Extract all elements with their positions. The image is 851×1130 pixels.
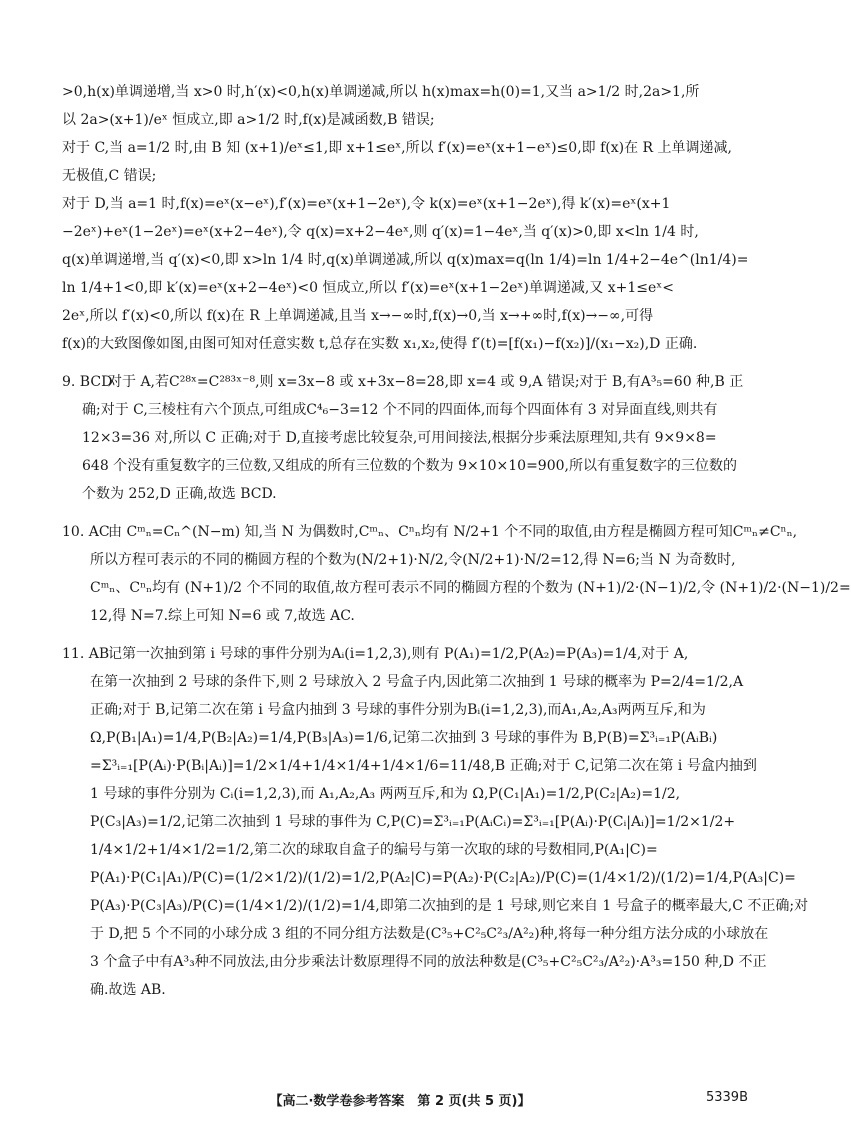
- text-line: 1 号球的事件分别为 Cᵢ(i=1,2,3),而 A₁,A₂,A₃ 两两互斥,和为 Ω,P(C₁|A₁)=1/2,P(C₂|A₂)=1/2,: [90, 786, 681, 802]
- text-line: >0,h(x)单调递增,当 x>0 时,h′(x)<0,h(x)单调递减,所以 h(x)max=h(0)=1,又当 a>1/2 时,2a>1,所: [62, 84, 700, 100]
- text-line: 无极值,C 错误;: [62, 168, 157, 184]
- text-line: ln 1/4+1<0,即 k′(x)=eˣ(x+2−4eˣ)<0 恒成立,所以 f′(x)=eˣ(x+1−2eˣ)单调递减,又 x+1≤eˣ<: [62, 280, 674, 296]
- question-10: [62, 518, 851, 630]
- text-line: 在第一次抽到 2 号球的条件下,则 2 号球放入 2 号盒子内,因此第二次抽到 1 号球的概率为 P=2/4=1/2,A: [90, 674, 744, 690]
- text-line: 12×3=36 对,所以 C 正确;对于 D,直接考虑比较复杂,可用间接法,根据分步乘法原理知,共有 9×9×8=: [82, 430, 717, 446]
- text-line: q(x)单调递增,当 q′(x)<0,即 x>ln 1/4 时,q(x)单调递减,所以 q(x)max=q(ln 1/4)=ln 1/4+2−4e^(ln1/4)=: [62, 252, 749, 268]
- text-line: =Σ³ᵢ₌₁[P(Aᵢ)·P(Bᵢ|Aᵢ)]=1/2×1/4+1/4×1/4+1/4×1/6=11/48,B 正确;对于 C,记第二次在第 i 号盒内抽到: [90, 758, 757, 774]
- question-label: 9. BCD: [62, 374, 113, 390]
- question-9: [62, 368, 744, 508]
- text-line: 确;对于 C,三棱柱有六个顶点,可组成C⁴₆−3=12 个不同的四面体,而每个四面体有 3 对异面直线,则共有: [82, 402, 718, 418]
- text-line: 对于 C,当 a=1/2 时,由 B 知 (x+1)/eˣ≤1,即 x+1≤eˣ,所以 f′(x)=eˣ(x+1−eˣ)≤0,即 f(x)在 R 上单调递减,: [62, 140, 732, 156]
- text-line: Cᵐₙ、Cⁿₙ均有 (N+1)/2 个不同的取值,故方程可表示不同的椭圆方程的个数为 (N+1)/2·(N−1)/2,令 (N+1)/2·(N−1)/2=: [90, 580, 851, 596]
- text-line: f(x)的大致图像如图,由图可知对任意实数 t,总存在实数 x₁,x₂,使得 f′(t)=[f(x₁)−f(x₂)]/(x₁−x₂),D 正确.: [62, 336, 698, 352]
- text-line: 3 个盒子中有A³₃种不同放法,由分步乘法计数原理得不同的放法种数是(C³₅+C²₅C²₃/A²₂)·A³₃=150 种,D 不正: [90, 954, 767, 970]
- text-line: −2eˣ)+eˣ(1−2eˣ)=eˣ(x+2−4eˣ),令 q(x)=x+2−4eˣ,则 q′(x)=1−4eˣ,当 q′(x)>0,即 x<ln 1/4 时,: [62, 224, 699, 240]
- text-line: P(A₁)·P(C₁|A₁)/P(C)=(1/2×1/2)/(1/2)=1/2,P(A₂|C)=P(A₂)·P(C₂|A₂)/P(C)=(1/4×1/2)/(1/2)=1/4,P(A₃|C)=: [90, 870, 796, 886]
- footer-code: 5339B: [705, 1090, 748, 1105]
- text-line: 以 2a>(x+1)/eˣ 恒成立,即 a>1/2 时,f(x)是减函数,B 错误;: [62, 112, 435, 128]
- text-line: 2eˣ,所以 f′(x)<0,所以 f(x)在 R 上单调递减,且当 x→−∞时,f(x)→0,当 x→+∞时,f(x)→−∞,可得: [62, 308, 654, 324]
- text-line: 1/4×1/2+1/4×1/2=1/2,第二次的球取自盒子的编号与第一次取的球的号数相同,P(A₁|C)=: [90, 842, 658, 858]
- text-line: 于 D,把 5 个不同的小球分成 3 组的不同分组方法数是(C³₅+C²₅C²₃/A²₂)种,将每一种分组方法分成的小球放在: [90, 926, 769, 942]
- text-line: P(A₃)·P(C₃|A₃)/P(C)=(1/4×1/2)/(1/2)=1/4,即第二次抽到的是 1 号球,则它来自 1 号盒子的概率最大,C 不正确;对: [90, 898, 809, 914]
- page-footer: [0, 1090, 800, 1110]
- question-label: 10. AC: [62, 524, 110, 540]
- text-line: 12,得 N=7.综上可知 N=6 或 7,故选 AC.: [90, 608, 355, 624]
- question-label: 11. AB: [62, 646, 110, 662]
- text-line: 记第一次抽到第 i 号球的事件分别为Aᵢ(i=1,2,3),则有 P(A₁)=1/2,P(A₂)=P(A₃)=1/4,对于 A,: [108, 646, 689, 662]
- question-11: [62, 640, 809, 1004]
- text-line: 对于 A,若C²⁸ˣ=C²⁸³ˣ⁻⁸,则 x=3x−8 或 x+3x−8=28,即 x=4 或 9,A 错误;对于 B,有A³₅=60 种,B 正: [108, 374, 744, 390]
- text-line: 648 个没有重复数字的三位数,又组成的所有三位数的个数为 9×10×10=900,所以有重复数字的三位数的: [82, 458, 737, 474]
- text-line: Ω,P(B₁|A₁)=1/4,P(B₂|A₂)=1/4,P(B₃|A₃)=1/6,记第二次抽到 3 号球的事件为 B,P(B)=Σ³ᵢ₌₁P(AᵢBᵢ): [90, 730, 718, 746]
- footer-title: 【高二·数学卷参考答案 第 2 页(共 5 页)】: [269, 1094, 531, 1109]
- text-line: 确.故选 AB.: [90, 982, 166, 998]
- text-line: 正确;对于 B,记第二次在第 i 号盒内抽到 3 号球的事件分别为Bᵢ(i=1,2,3),而A₁,A₂,A₃两两互斥,和为: [90, 702, 706, 718]
- answer-page: [62, 78, 851, 1004]
- text-line: P(C₃|A₃)=1/2,记第二次抽到 1 号球的事件为 C,P(C)=Σ³ᵢ₌₁P(AᵢCᵢ)=Σ³ᵢ₌₁[P(Aᵢ)·P(Cᵢ|Aᵢ)]=1/2×1/2+: [90, 814, 736, 830]
- text-line: 由 Cᵐₙ=Cₙ^(N−m) 知,当 N 为偶数时,Cᵐₙ、Cⁿₙ均有 N/2+1 个不同的取值,由方程是椭圆方程可知Cᵐₙ≠Cⁿₙ,: [108, 524, 798, 540]
- text-line: 个数为 252,D 正确,故选 BCD.: [82, 486, 277, 502]
- text-line: 所以方程可表示的不同的椭圆方程的个数为(N/2+1)·N/2,令(N/2+1)·N/2=12,得 N=6;当 N 为奇数时,: [90, 552, 736, 568]
- text-line: 对于 D,当 a=1 时,f(x)=eˣ(x−eˣ),f′(x)=eˣ(x+1−2eˣ),令 k(x)=eˣ(x+1−2eˣ),得 k′(x)=eˣ(x+1: [62, 196, 671, 212]
